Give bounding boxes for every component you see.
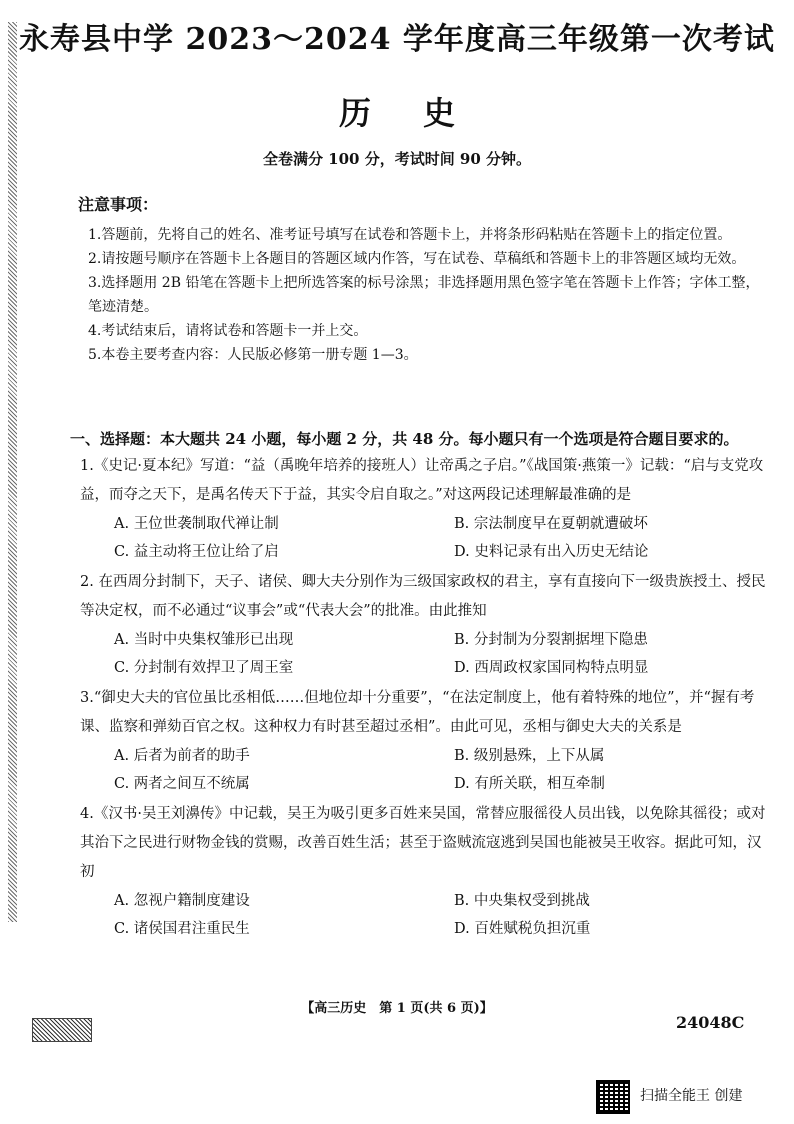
notice-item: 1.答题前，先将自己的姓名、准考证号填写在试卷和答题卡上，并将条形码粘贴在答题卡上的指定位置。 — [88, 227, 732, 243]
question-2 — [80, 568, 770, 682]
scan-pattern-box — [32, 1018, 92, 1042]
option-b: B. 中央集权受到挑战 — [454, 893, 590, 909]
question-stem: 1.《史记·夏本纪》写道：“益（禹晚年培养的接班人）让帝禹之子启。”《战国策·燕策一》记载：“启与支党攻益，而夺之天下，是禹名传天下于益，其实令启自取之。”对这两段记述理解最准确的是 — [80, 458, 764, 503]
option-grid — [80, 510, 770, 566]
option-a: A. 后者为前者的助手 — [114, 748, 250, 764]
question-list — [80, 452, 770, 945]
notice-block — [78, 192, 768, 367]
question-3 — [80, 684, 770, 798]
scanner-watermark: 扫描全能王 创建 — [640, 1088, 743, 1104]
option-c: C. 两者之间互不统属 — [114, 776, 250, 792]
option-b: B. 分封制为分裂割据埋下隐患 — [454, 632, 648, 648]
notice-item: 3.选择题用 2B 铅笔在答题卡上把所选答案的标号涂黑；非选择题用黑色签字笔在答题卡上作答；字体工整，笔迹清楚。 — [88, 275, 760, 315]
option-c: C. 诸侯国君注重民生 — [114, 921, 250, 937]
question-stem: 4.《汉书·吴王刘濞传》中记载，吴王为吸引更多百姓来吴国，常替应服徭役人员出钱，以免除其徭役；或对其治下之民进行财物金钱的赏赐，改善百姓生活；甚至于盗贼流寇逃到吴国也能被吴王收容。据此可知，汉初 — [80, 806, 766, 880]
section-heading: 一、选择题：本大题共 24 小题，每小题 2 分，共 48 分。每小题只有一个选项是符合题目要求的。 — [70, 430, 739, 448]
option-c: C. 益主动将王位让给了启 — [114, 544, 279, 560]
option-grid — [80, 742, 770, 798]
page-footer: 【高三历史 第 1 页(共 6 页)】 — [301, 1001, 493, 1016]
notice-list — [78, 223, 768, 367]
option-d: D. 百姓赋税负担沉重 — [454, 921, 591, 937]
exam-subject: 历史 — [338, 94, 507, 132]
option-c: C. 分封制有效捍卫了周王室 — [114, 660, 294, 676]
option-b: B. 级别悬殊，上下从属 — [454, 748, 605, 764]
question-stem: 3.“御史大夫的官位虽比丞相低……但地位却十分重要”，“在法定制度上，他有着特殊的地位”，并“握有考课、监察和弹劾百官之权。这种权力有时甚至超过丞相”。由此可见，丞相与御史大夫的关系是 — [80, 690, 755, 735]
option-grid — [80, 887, 770, 943]
question-1 — [80, 452, 770, 566]
qr-code-icon — [596, 1080, 630, 1114]
option-b: B. 宗法制度早在夏朝就遭破坏 — [454, 516, 648, 532]
option-d: D. 有所关联，相互牵制 — [454, 776, 605, 792]
option-a: A. 当时中央集权雏形已出现 — [114, 632, 294, 648]
notice-item: 5.本卷主要考查内容：人民版必修第一册专题 1—3。 — [88, 347, 418, 363]
notice-item: 4.考试结束后，请将试卷和答题卡一并上交。 — [88, 323, 368, 339]
question-4 — [80, 800, 770, 943]
option-a: A. 忽视户籍制度建设 — [114, 893, 250, 909]
option-grid — [80, 626, 770, 682]
option-d: D. 史料记录有出入历史无结论 — [454, 544, 649, 560]
option-d: D. 西周政权家国同构特点明显 — [454, 660, 649, 676]
notice-heading: 注意事项： — [78, 195, 159, 214]
paper-code: 24048C — [676, 1013, 745, 1032]
notice-item: 2.请按题号顺序在答题卡上各题目的答题区域内作答，写在试卷、草稿纸和答题卡上的非答题区域均无效。 — [88, 251, 746, 267]
question-stem: 2. 在西周分封制下，天子、诸侯、卿大夫分别作为三级国家政权的君主，享有直接向下一级贵族授土、授民等决定权，而不必通过“议事会”或“代表大会”的批准。由此推知 — [80, 574, 766, 619]
exam-title: 永寿县中学 2023～2024 学年度高三年级第一次考试 — [19, 22, 775, 57]
option-a: A. 王位世袭制取代禅让制 — [114, 516, 279, 532]
exam-meta: 全卷满分 100 分，考试时间 90 分钟。 — [262, 150, 532, 168]
